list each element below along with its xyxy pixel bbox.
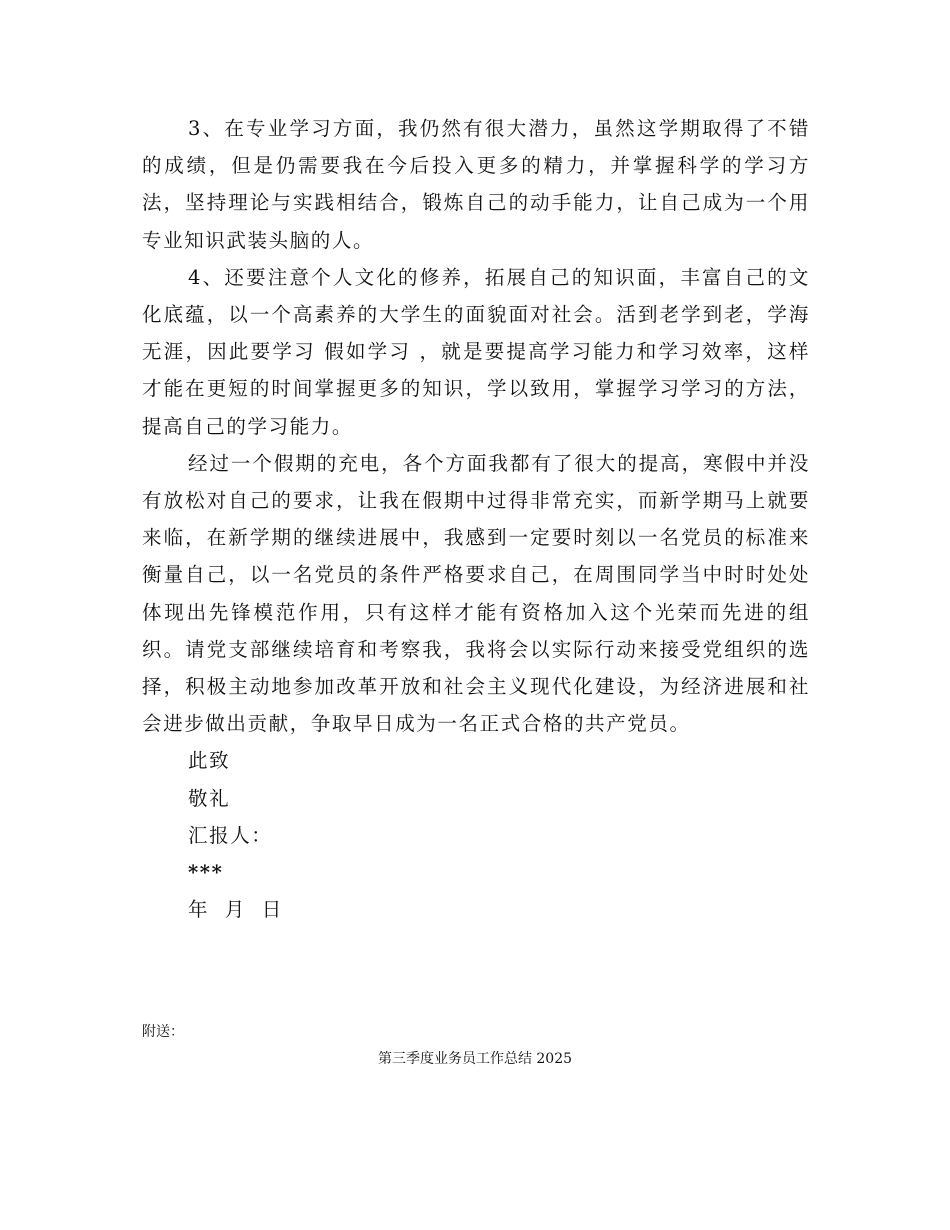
attachment-label: 附送： <box>142 1024 184 1040</box>
paragraph-culture: 4、还要注意个人文化的修养，拓展自己的知识面，丰富自己的文化底蕴，以一个高素养的大学生的面貌面对社会。活到老学到老，学海无涯，因此要学习 假如学习 ，就是要提高学习能力和学习效率，这样才能在更短的时间掌握更多的知识，学以致用，掌握学习学习的方法，提高自己的学习能力。 <box>142 265 810 438</box>
reporter-name: *** <box>188 861 224 885</box>
report-body <box>142 110 810 928</box>
closing-regards: 敬礼 <box>188 786 231 810</box>
closing-salutation: 此致 <box>188 749 231 773</box>
reporter-label: 汇报人： <box>188 823 273 847</box>
attachment-title: 第三季度业务员工作总结 2025 <box>377 1051 573 1067</box>
paragraph-study: 3、在专业学习方面，我仍然有很大潜力，虽然这学期取得了不错的成绩，但是仍需要我在今后投入更多的精力，并掌握科学的学习方法，坚持理论与实践相结合，锻炼自己的动手能力，让自己成为一个用专业知识武装头脑的人。 <box>142 117 810 252</box>
paragraph-conclusion: 经过一个假期的充电，各个方面我都有了很大的提高，寒假中并没有放松对自己的要求，让我在假期中过得非常充实，而新学期马上就要来临，在新学期的继续进展中，我感到一定要时刻以一名党员的标准来衡量自己，以一名党员的条件严格要求自己，在周围同学当中时时处处体现出先锋模范作用，只有这样才能有资格加入这个光荣而先进的组织。请党支部继续培育和考察我，我将会以实际行动来接受党组织的选择，积极主动地参加改革开放和社会主义现代化建设，为经济进展和社会进步做出贡献，争取早日成为一名正式合格的共产党员。 <box>142 451 810 736</box>
report-date: 年 月 日 <box>188 898 283 922</box>
